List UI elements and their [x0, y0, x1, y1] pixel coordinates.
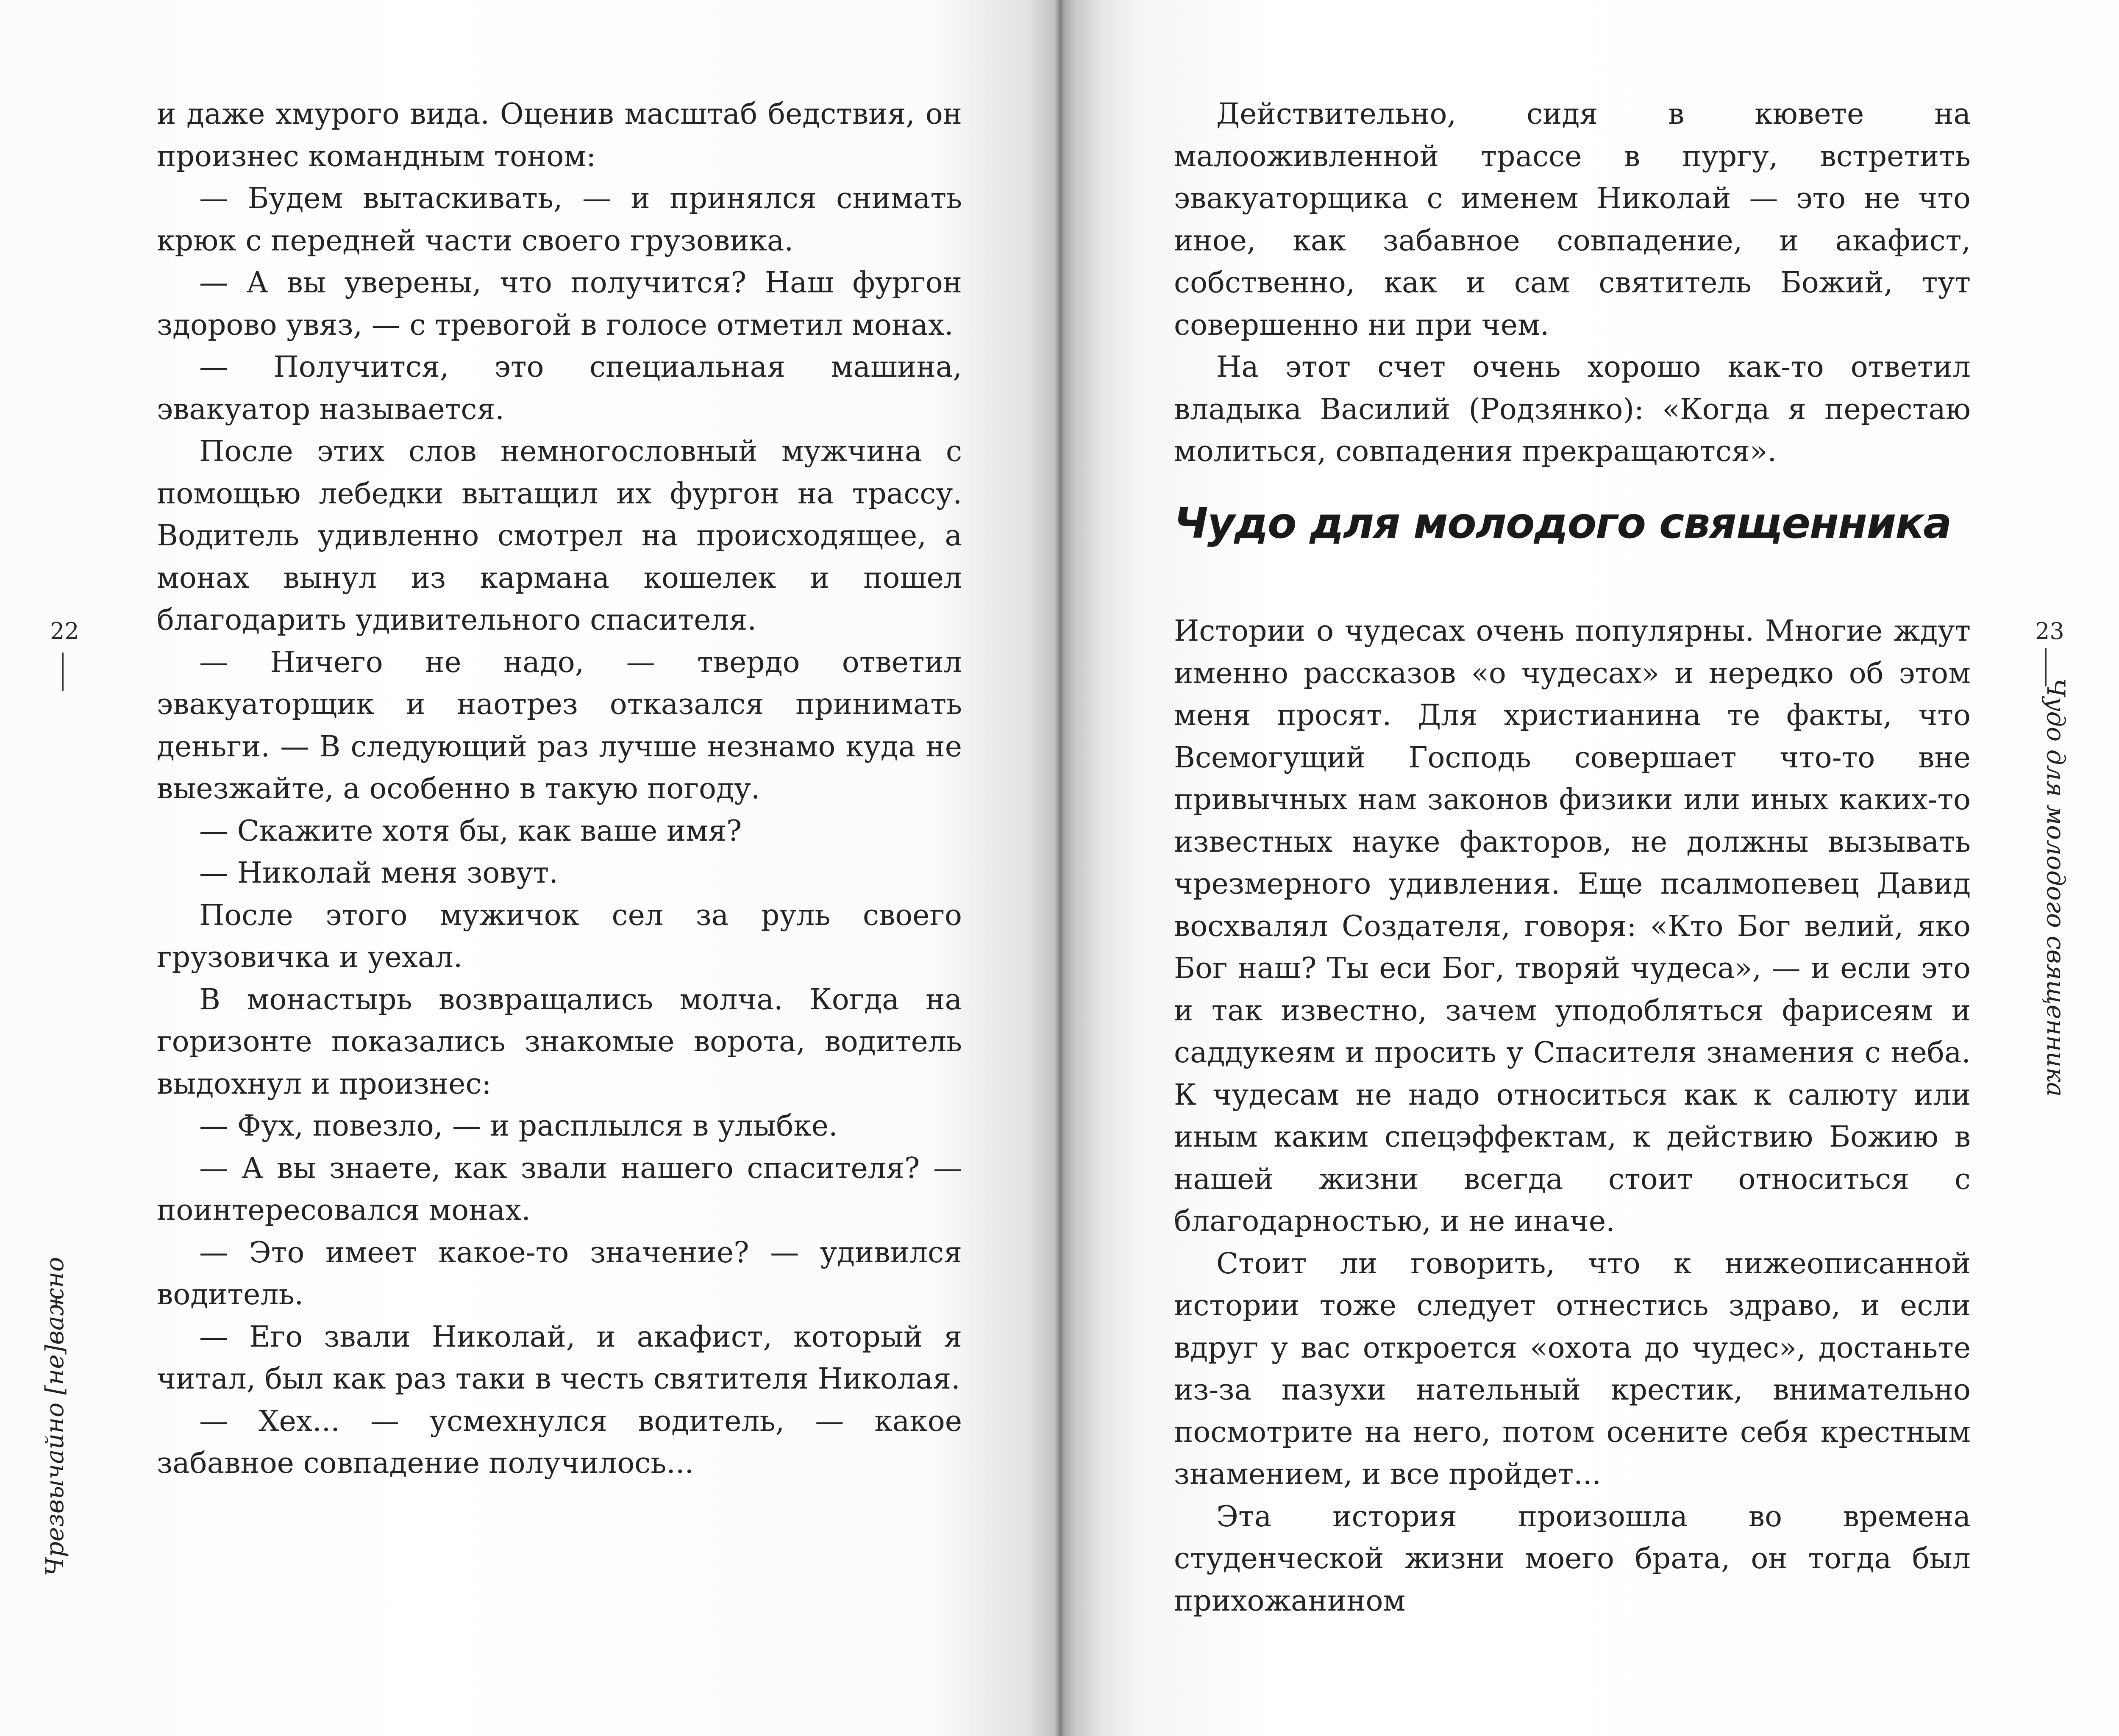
paragraph: После этого мужичок сел за руль своего грузовичка и уехал. [157, 898, 962, 974]
right-page-body-bottom [1174, 610, 1971, 1622]
paragraph: — Хех... — усмехнулся водитель, — какое забавное совпадение получилось... [157, 1404, 962, 1480]
paragraph: — А вы уверены, что получится? Наш фургон здорово увяз, — с тревогой в голосе отметил монах. [157, 266, 962, 342]
paragraph: — Николай меня зовут. [199, 856, 558, 890]
book-gutter [1054, 0, 1065, 1736]
paragraph: — А вы знаете, как звали нашего спасителя? — поинтересовался монах. [157, 1151, 962, 1227]
paragraph: — Получится, это специальная машина, эвакуатор называется. [157, 350, 962, 426]
paragraph: В монастырь возвращались молча. Когда на горизонте показались знакомые ворота, водитель выдохнул и произнес: [157, 983, 962, 1101]
paragraph: и даже хмурого вида. Оценив масштаб бедствия, он произнес командным тоном: [157, 97, 962, 173]
paragraph: После этих слов немногословный мужчина с помощью лебедки вытащил их фургон на трассу. Водитель удивленно смотрел на происходящее, а монах вынул из кармана кошелек и пошел благодарить удивительного спасителя. [157, 435, 962, 637]
paragraph: — Будем вытаскивать, — и принялся снимать крюк с передней части своего грузовика. [157, 182, 962, 258]
paragraph: На этот счет очень хорошо как-то ответил владыка Василий (Родзянко): «Когда я перестаю молиться, совпадения прекращаются». [1174, 350, 1971, 468]
paragraph: — Это имеет какое-то значение? — удивился водитель. [157, 1236, 962, 1311]
paragraph: — Скажите хотя бы, как ваше имя? [199, 814, 742, 848]
left-page-number: 22 [50, 618, 79, 644]
right-page-number: 23 [2035, 618, 2064, 644]
paragraph: Действительно, сидя в кювете на малооживленной трассе в пургу, встретить эвакуаторщика с именем Николай — это не что иное, как забавное совпадение, и акафист, собственно, как и сам святитель Божий, тут совершенно ни при чем. [1174, 97, 1971, 342]
paragraph: Истории о чудесах очень популярны. Многие ждут именно рассказов «о чудесах» и нередко об этом меня просят. Для христианина те факты, что Всемогущий Господь совершает что-то вне привычных нам законов физики или иных каких-то известных науке факторов, не должны вызывать чрезмерного удивления. Еще псалмопевец Давид восхвалял Создателя, говоря: «Кто Бог велий, яко Бог наш? Ты еси Бог, творяй чудеса», — и если это и так известно, зачем уподобляться фарисеям и саддукеям и просить у Спасителя знамения с неба. К чудесам не надо относиться как к салюту или иным каким спецэффектам, к действию Божию в нашей жизни всегда стоит относиться с благодарностью, и не иначе. [1174, 614, 1971, 1238]
paragraph: — Ничего не надо, — твердо ответил эвакуаторщик и наотрез отказался принимать деньги. — В следующий раз лучше незнамо куда не выезжайте, а особенно в такую погоду. [157, 645, 962, 806]
right-page-body-top [1174, 93, 1971, 473]
left-running-head: Чрезвычайно [не]важно [40, 1257, 69, 1576]
paragraph: — Его звали Николай, и акафист, который я читал, был как раз таки в честь святителя Николая. [157, 1320, 962, 1396]
paragraph: Стоит ли говорить, что к нижеописанной истории тоже следует отнестись здраво, и если вдруг у вас откроется «охота до чудес», достаньте из-за пазухи нательный крестик, внимательно посмотрите на него, потом осените себя крестным знамением, и все пройдет... [1174, 1247, 1971, 1491]
paragraph: Эта история произошла во времена студенческой жизни моего брата, он тогда был прихожанином [1174, 1500, 1971, 1618]
left-running-head-rule [62, 653, 64, 691]
right-running-head: Чудо для молодого священника [2041, 678, 2070, 1097]
left-page-body [157, 93, 962, 1485]
chapter-heading: Чудо для молодого священника [1174, 498, 1951, 548]
paragraph: — Фух, повезло, — и расплылся в улыбке. [199, 1109, 838, 1143]
